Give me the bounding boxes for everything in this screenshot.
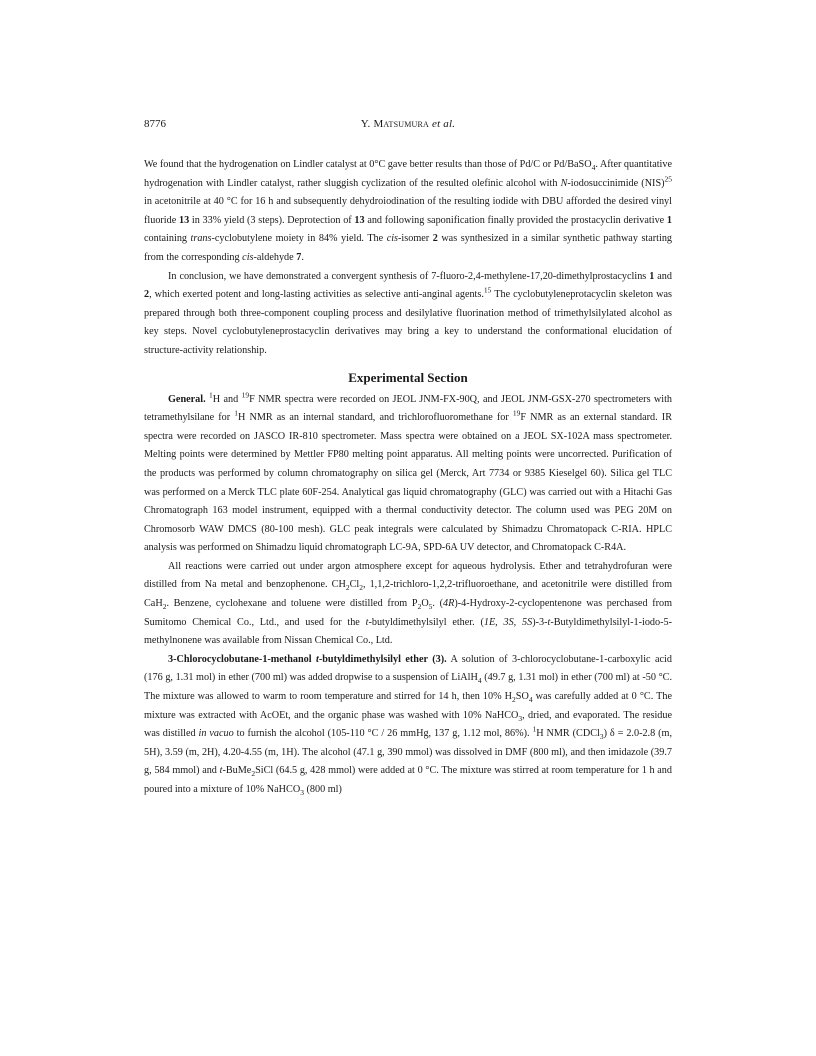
text-run: -butyldimethylsilyl ether (3).	[318, 653, 447, 665]
text-run: 4	[528, 695, 533, 705]
text-run: (49.7 g, 1.31 mol) in ether (700 ml) at -50 °C. The mixture was allowed to warm to room temperature and stirred for 14 h, then 10% H	[144, 672, 673, 703]
text-run: H and	[212, 393, 242, 405]
text-run: .	[301, 251, 304, 263]
text-run: 1	[209, 390, 213, 400]
text-run: cis	[386, 233, 399, 245]
text-run: containing	[144, 233, 191, 245]
et-al: et al.	[431, 118, 456, 130]
text-run: in acetonitrile at 40 °C for 16 h and subsequently dehydroiodination of the resulting iodide with DBU afforded the desired vinyl fluoride	[144, 196, 672, 226]
text-run: SO	[515, 691, 529, 703]
text-run: 4	[477, 676, 482, 686]
text-run: -isomer	[398, 233, 433, 245]
text-run: , which exerted potent and long-lasting activities as selective anti-anginal agents.	[149, 289, 484, 301]
text-run: 7	[296, 251, 302, 263]
text-run: H NMR as an internal standard, and trichlorofluoromethane for	[238, 412, 513, 424]
text-run: 3	[518, 713, 523, 723]
text-run: Cl	[349, 579, 360, 591]
text-run: 2	[417, 602, 422, 612]
text-run: 1	[666, 214, 673, 226]
paragraph-hydrogenation	[144, 156, 672, 268]
text-run: F NMR spectra were recorded on JEOL JNM-FX-90Q, and JEOL JNM-GSX-270 spectrometers with tetramethylsilane for	[144, 393, 672, 424]
text-run: 3	[599, 732, 604, 742]
text-run: t	[365, 616, 369, 628]
text-run: H NMR (CDCl	[536, 728, 600, 740]
section-heading: Experimental Section	[348, 369, 468, 385]
text-run: trans	[190, 233, 212, 245]
text-run: and	[654, 270, 672, 282]
text-run: ) δ = 2.0-2.8 (m, 5H), 3.59 (m, 2H), 4.20-4.55 (m, 1H). The alcohol (47.1 g, 390 mmol) was dissolved in DMF (800 ml), and then imidazole (39.7 g, 584 mmol) and	[144, 728, 673, 777]
text-run: General.	[168, 393, 206, 405]
text-run: t	[547, 616, 551, 628]
text-run: 2	[512, 695, 516, 705]
text-run: , dried, and evaporated. The residue was distilled	[144, 709, 673, 740]
text-run: to furnish the alcohol (105-110 °C / 26 mmHg, 137 g, 1.12 mol, 86%).	[233, 728, 533, 740]
text-run: 1	[532, 724, 537, 734]
page-body	[144, 156, 672, 800]
text-run: 4	[591, 163, 596, 173]
text-run: A solution of 3-chlorocyclobutane-1-carboxylic acid (176 g, 1.31 mol) in ether (700 ml) was added dropwise to a suspension of LiAlH	[144, 653, 672, 684]
text-run: 1	[234, 408, 238, 418]
page-number: 8776	[144, 118, 166, 130]
text-run: 25	[664, 174, 673, 184]
text-run: 13	[178, 214, 190, 226]
text-run: 1	[649, 270, 655, 282]
text-run: All reactions were carried out under argon atmosphere except for aqueous hydrolysis. Ether and tetrahydrofuran were distilled from Na metal and benzophenone. CH	[144, 560, 672, 591]
running-header	[144, 118, 672, 136]
text-run: -Butyldimethylsilyl-1-iodo-5-methylnonene was available from Nissan Chemical Co., Ltd.	[144, 616, 672, 647]
text-run: 5	[428, 602, 433, 612]
text-run: was synthesized in a similar synthetic pathway starting from the corresponding	[144, 233, 673, 263]
text-run: and following saponification finally provided the prostacyclin derivative	[364, 214, 667, 226]
paragraph-conclusion	[144, 268, 672, 361]
text-run: -iodosuccinimide (NIS)	[567, 177, 665, 189]
paragraph-general	[144, 391, 672, 558]
text-run: . (	[432, 598, 444, 610]
text-run: 3-Chlorocyclobutane-1-methanol	[168, 653, 316, 665]
text-run: -cyclobutylene moiety in 84% yield. The	[211, 233, 387, 245]
text-run: t	[316, 653, 319, 665]
text-run: O	[421, 598, 429, 610]
text-run: cis	[242, 251, 254, 263]
text-run: , 1,1,2-trichloro-1,2,2-trifluoroethane, and acetonitrile were distilled from CaH	[144, 579, 672, 610]
text-run: N	[560, 177, 568, 189]
text-run: was carefully added at 0 °C. The mixture was extracted with AcOEt, and the organic phase was washed with 10% NaHCO	[144, 691, 672, 721]
text-run: 13	[354, 214, 365, 226]
text-run: 15	[483, 285, 492, 295]
text-run: The cyclobutyleneprotacyclin skeleton was prepared through both three-component coupling process and desilylative fluorination method of trimethylsilylated alcohol as key steps. Novel cyclobutyleneprostacyclin derivatives may bring a key to understand the conformational elucidation of structure-activity relationship.	[144, 289, 672, 356]
text-run: . After quantitative hydrogenation with Lindler catalyst, rather sluggish cyclization of the resulted olefinic alcohol with	[144, 159, 673, 189]
text-run: . Benzene, cyclohexane and toluene were distilled from P	[166, 598, 418, 610]
text-run: 2	[359, 583, 363, 593]
paragraph-reactions	[144, 558, 672, 651]
text-run: 2	[251, 769, 256, 779]
text-run: In conclusion, we have demonstrated a convergent synthesis of 7-fluoro-2,4-methylene-17,20-dimethylprostacyclins	[168, 270, 650, 282]
text-run: 2	[345, 583, 350, 593]
author-initial: Y.	[360, 118, 371, 130]
text-run: 3	[300, 788, 304, 798]
text-run: -butyldimethylsilyl ether. (	[368, 616, 484, 628]
text-run: 2	[432, 233, 438, 245]
text-run: )-4-Hydroxy-2-cyclopentenone was perchased from Sumitomo Chemical Co., Ltd., and used for the	[144, 598, 672, 628]
text-run: )-3-	[532, 616, 548, 628]
text-run: t	[219, 765, 223, 777]
text-run: 4R	[443, 598, 455, 610]
text-run: We found that the hydrogenation on Lindler catalyst at 0°C gave better results than those of Pd/C or Pd/BaSO	[144, 159, 592, 170]
text-run: in 33% yield (3 steps). Deprotection of	[189, 214, 355, 226]
author-surname: Matsumura	[373, 118, 430, 130]
text-run: (800 ml)	[303, 784, 342, 795]
text-run: 19	[512, 408, 521, 418]
text-run: F NMR as an external standard. IR spectra were recorded on JASCO IR-810 spectrometer. Mass spectra were obtained on a JEOL SX-102A mass spectrometer. Melting points were determined by Mettler FP80 melting point apparatus. All melting points were uncorrected. Purification of the products was performed by column chromatography on silica gel (Merck, Art 7734 or 9385 Kieselgel 60). Silica gel TLC was performed on a Merck TLC plate 60F-254. Analytical gas liquid chromatography (GLC) was carried out with a Hitachi Gas Chromatograph 163 model instrument, equipped with a thermal conductivity detector. The column used was PEG 20M on Chromosorb WAW DMCS (80-100 mesh). GLC peak integrals were calculated by Shimadzu Chromatopack C-RIA. HPLC analysis was performed on Shimadzu liquid chromatograph LC-9A, SPD-6A UV detector, and Chromatopack C-R4A.	[144, 412, 672, 554]
text-run: SiCl (64.5 g, 428 mmol) were added at 0 °C. The mixture was stirred at room temperature for 1 h and poured into a mixture of 10% NaHCO	[144, 765, 672, 795]
paragraph-compound-3	[144, 651, 672, 800]
text-run: 2	[144, 289, 150, 301]
running-title	[144, 118, 672, 130]
text-run: 19	[241, 390, 250, 400]
text-run: in vacuo	[198, 728, 234, 740]
text-run: -aldehyde	[253, 251, 297, 263]
text-run: 1E, 3S, 5S	[483, 616, 533, 628]
text-run: 2	[162, 602, 167, 612]
text-run: -BuMe	[222, 765, 252, 777]
